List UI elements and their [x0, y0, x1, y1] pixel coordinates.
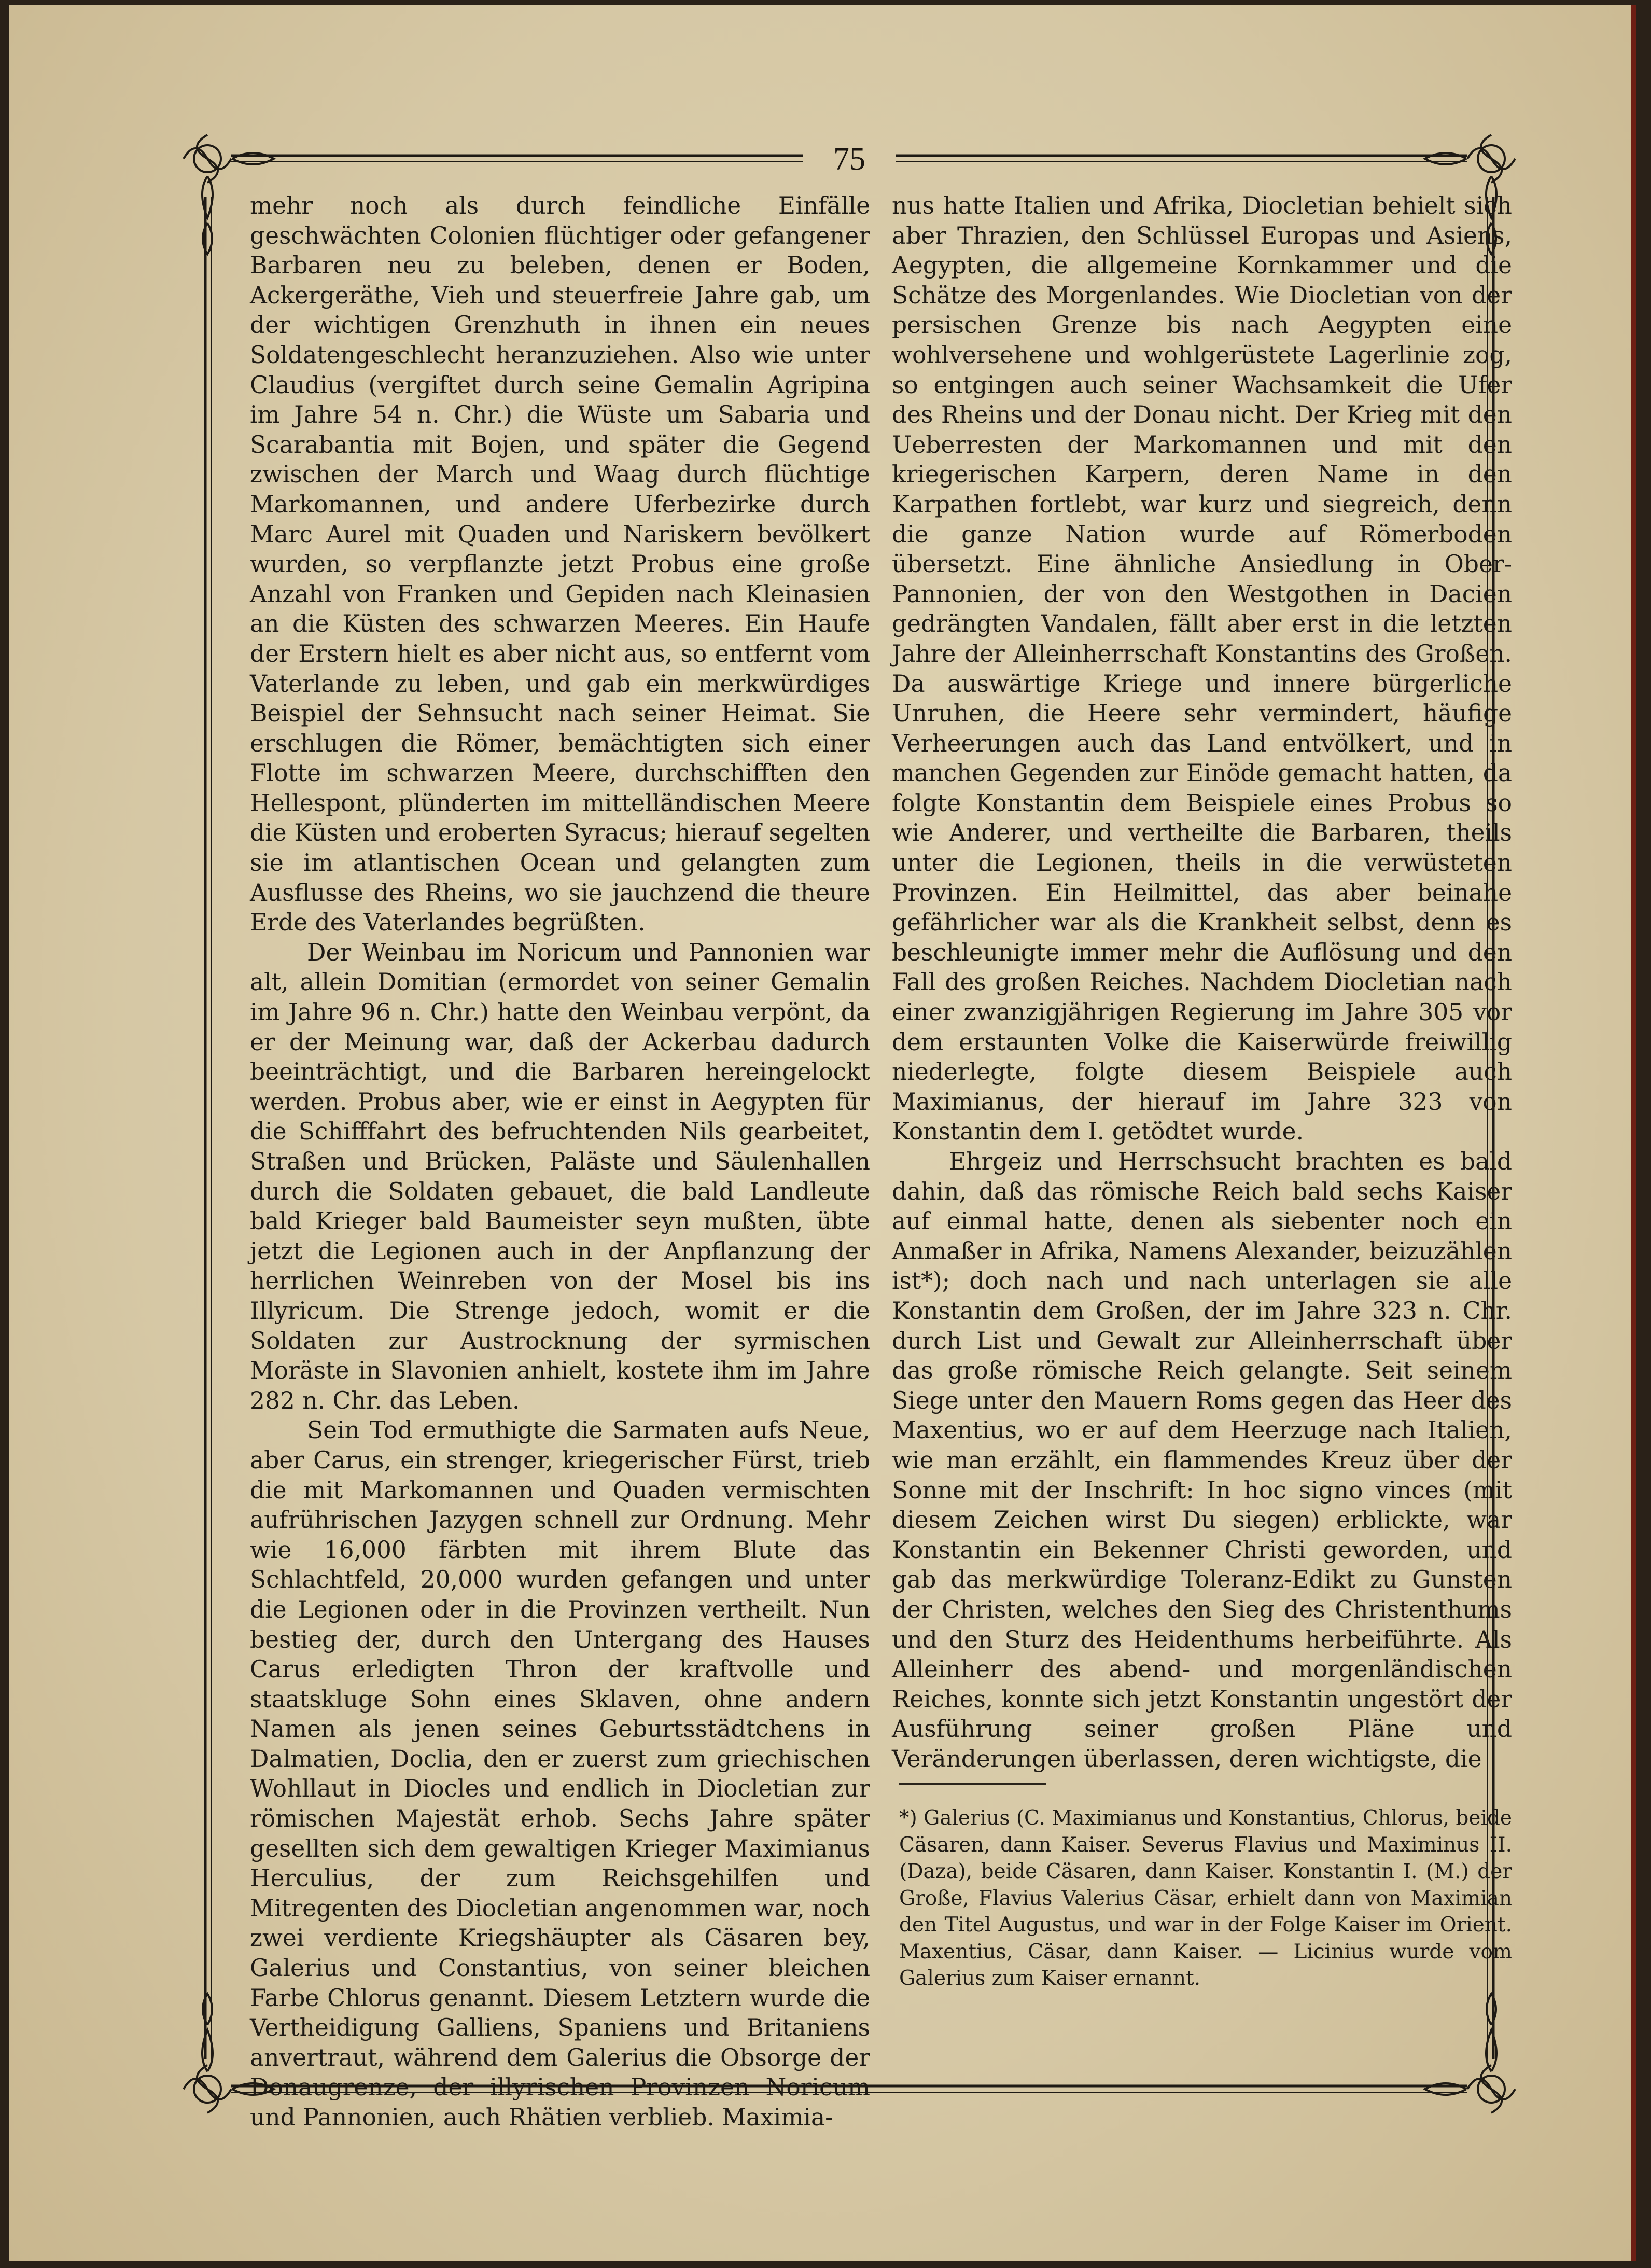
footnote-divider [899, 1783, 1046, 1785]
book-page [9, 5, 1636, 2261]
paragraph: Der Weinbau im Noricum und Pannonien war alt, allein Domitian (ermordet von seiner Gemalin im Jahre 96 n. Chr.) hatte den Weinbau verpönt, da er der Meinung war, daß der Ackerbau dadurch beeinträchtigt, und die Barbaren hereingelockt werden. Probus aber, wie er einst in Aegypten für die Schifffahrt des befruchtenden Nils gearbeitet, Straßen und Brücken, Paläste und Säulenhallen durch die Soldaten gebauet, die bald Landleute bald Krieger bald Baumeister seyn mußten, übte jetzt die Legionen auch in der Anpflanzung der herrlichen Weinreben von der Mosel bis ins Illyricum. Die Strenge jedoch, womit er die Soldaten zur Austrocknung der syrmischen Moräste in Slavonien anhielt, kostete ihm im Jahre 282 n. Chr. das Leben. [250, 938, 870, 1414]
paragraph: Sein Tod ermuthigte die Sarmaten aufs Neue, aber Carus, ein strenger, kriegerischer Fürst, trieb die mit Markomannen und Quaden vermischten aufrührischen Jazygen schnell zur Ordnung. Mehr wie 16,000 färbten mit ihrem Blute das Schlachtfeld, 20,000 wurden gefangen und unter die Legionen oder in die Provinzen vertheilt. Nun bestieg der, durch den Untergang des Hauses Carus erledigten Thron der kraftvolle und staatskluge Sohn eines Sklaven, ohne andern Namen als jenen seines Geburtsstädtchens in Dalmatien, Doclia, den er zuerst zum griechischen Wohllaut in Diocles und endlich in Diocletian zur römischen Majestät erhob. Sechs Jahre später gesellten sich dem gewaltigen Krieger Maximianus Herculius, der zum Reichsgehilfen und Mitregenten des Diocletian angenommen war, noch zwei verdiente Kriegshäupter als Cäsaren bey, Galerius und Constantius, von seiner bleichen Farbe Chlorus genannt. Diesem Letztern wurde die Vertheidigung Galliens, Spaniens und Britaniens anvertraut, während dem Galerius die Obsorge der Donaugrenze, der illyrischen Provinzen Noricum und Pannonien, auch Rhätien verblieb. Maximia- [250, 1416, 870, 2131]
paragraph: nus hatte Italien und Afrika, Diocletian behielt sich aber Thrazien, den Schlüssel Europas und Asiens, Aegypten, die allgemeine Kornkammer und die Schätze des Morgenlandes. Wie Diocletian von der persischen Grenze bis nach Aegypten eine wohlversehene und wohlgerüstete Lagerlinie zog, so entgingen auch seiner Wachsamkeit die Ufer des Rheins und der Donau nicht. Der Krieg mit den Ueberresten der Markomannen und mit den kriegerischen Karpern, deren Name in den Karpathen fortlebt, war kurz und siegreich, denn die ganze Nation wurde auf Römerboden übersetzt. Eine ähnliche Ansiedlung in Ober-Pannonien, der von den Westgothen in Dacien gedrängten Vandalen, fällt aber erst in die letzten Jahre der Alleinherrschaft Konstantins des Großen. Da auswärtige Kriege und innere bürgerliche Unruhen, die Heere sehr vermindert, häufige Verheerungen auch das Land entvölkert, und in manchen Gegenden zur Einöde gemacht hatten, da folgte Konstantin dem Beispiele eines Probus so wie Anderer, und vertheilte die Barbaren, theils unter die Legionen, theils in die verwüsteten Provinzen. Ein Heilmittel, das aber beinahe gefährlicher war als die Krankheit selbst, denn es beschleunigte immer mehr die Auflösung und den Fall des großen Reiches. Nachdem Diocletian nach einer zwanzigjährigen Regierung im Jahre 305 vor dem erstaunten Volke die Kaiserwürde freiwillig niederlegte, folgte diesem Beispiele auch Maximianus, der hierauf im Jahre 323 von Konstantin dem I. getödtet wurde. [892, 192, 1512, 1146]
left-text-column [250, 191, 870, 2133]
paragraph: Ehrgeiz und Herrschsucht brachten es bald dahin, daß das römische Reich bald sechs Kaiser auf einmal hatte, denen als siebenter noch ein Anmaßer in Afrika, Namens Alexander, beizuzählen ist*); doch nach und nach unterlagen sie alle Konstantin dem Großen, der im Jahre 323 n. Chr. durch List und Gewalt zur Alleinherrschaft über das große römische Reich gelangte. Seit seinem Siege unter den Mauern Roms gegen das Heer des Maxentius, wo er auf dem Heerzuge nach Italien, wie man erzählt, ein flammendes Kreuz über der Sonne mit der Inschrift: In hoc signo vinces (mit diesem Zeichen wirst Du siegen) erblickte, war Konstantin ein Bekenner Christi geworden, und gab das merkwürdige Toleranz-Edikt zu Gunsten der Christen, welches den Sieg des Christenthums und den Sturz des Heidenthums herbeiführte. Als Alleinherr des abend- und morgenländischen Reiches, konnte sich jetzt Konstantin ungestört der Ausführung seiner großen Pläne und Veränderungen überlassen, deren wichtigste, die [892, 1148, 1512, 1773]
footnote: *) Galerius (C. Maximianus und Konstantius, Chlorus, beide Cäsaren, dann Kaiser. Severus Flavius und Maximinus II. (Daza), beide Cäsaren, dann Kaiser. Konstantin I. (M.) der Große, Flavius Valerius Cäsar, erhielt dann von Maximian den Titel Augustus, und war in der Folge Kaiser im Orient. Maxentius, Cäsar, dann Kaiser. — Licinius wurde vom Galerius zum Kaiser ernannt. [899, 1806, 1512, 1990]
page-number: 75 [833, 142, 865, 177]
right-text-column [892, 191, 1512, 1774]
paragraph: mehr noch als durch feindliche Einfälle geschwächten Colonien flüchtiger oder gefangener Barbaren neu zu beleben, denen er Boden, Ackergeräthe, Vieh und steuerfreie Jahre gab, um der wichtigen Grenzhuth in ihnen ein neues Soldatengeschlecht heranzuziehen. Also wie unter Claudius (vergiftet durch seine Gemalin Agripina im Jahre 54 n. Chr.) die Wüste um Sabaria und Scarabantia mit Bojen, und später die Gegend zwischen der March und Waag durch flüchtige Markomannen, und andere Uferbezirke durch Marc Aurel mit Quaden und Nariskern bevölkert wurden, so verpflanzte jetzt Probus eine große Anzahl von Franken und Gepiden nach Kleinasien an die Küsten des schwarzen Meeres. Ein Haufe der Erstern hielt es aber nicht aus, so entfernt vom Vaterlande zu leben, und gab ein merkwürdiges Beispiel der Sehnsucht nach seiner Heimat. Sie erschlugen die Römer, bemächtigten sich einer Flotte im schwarzen Meere, durchschifften den Hellespont, plünderten im mittelländischen Meere die Küsten und eroberten Syracus; hierauf segelten sie im atlantischen Ocean und gelangten zum Ausflusse des Rheins, wo sie jauchzend die theure Erde des Vaterlandes begrüßten. [250, 192, 870, 937]
